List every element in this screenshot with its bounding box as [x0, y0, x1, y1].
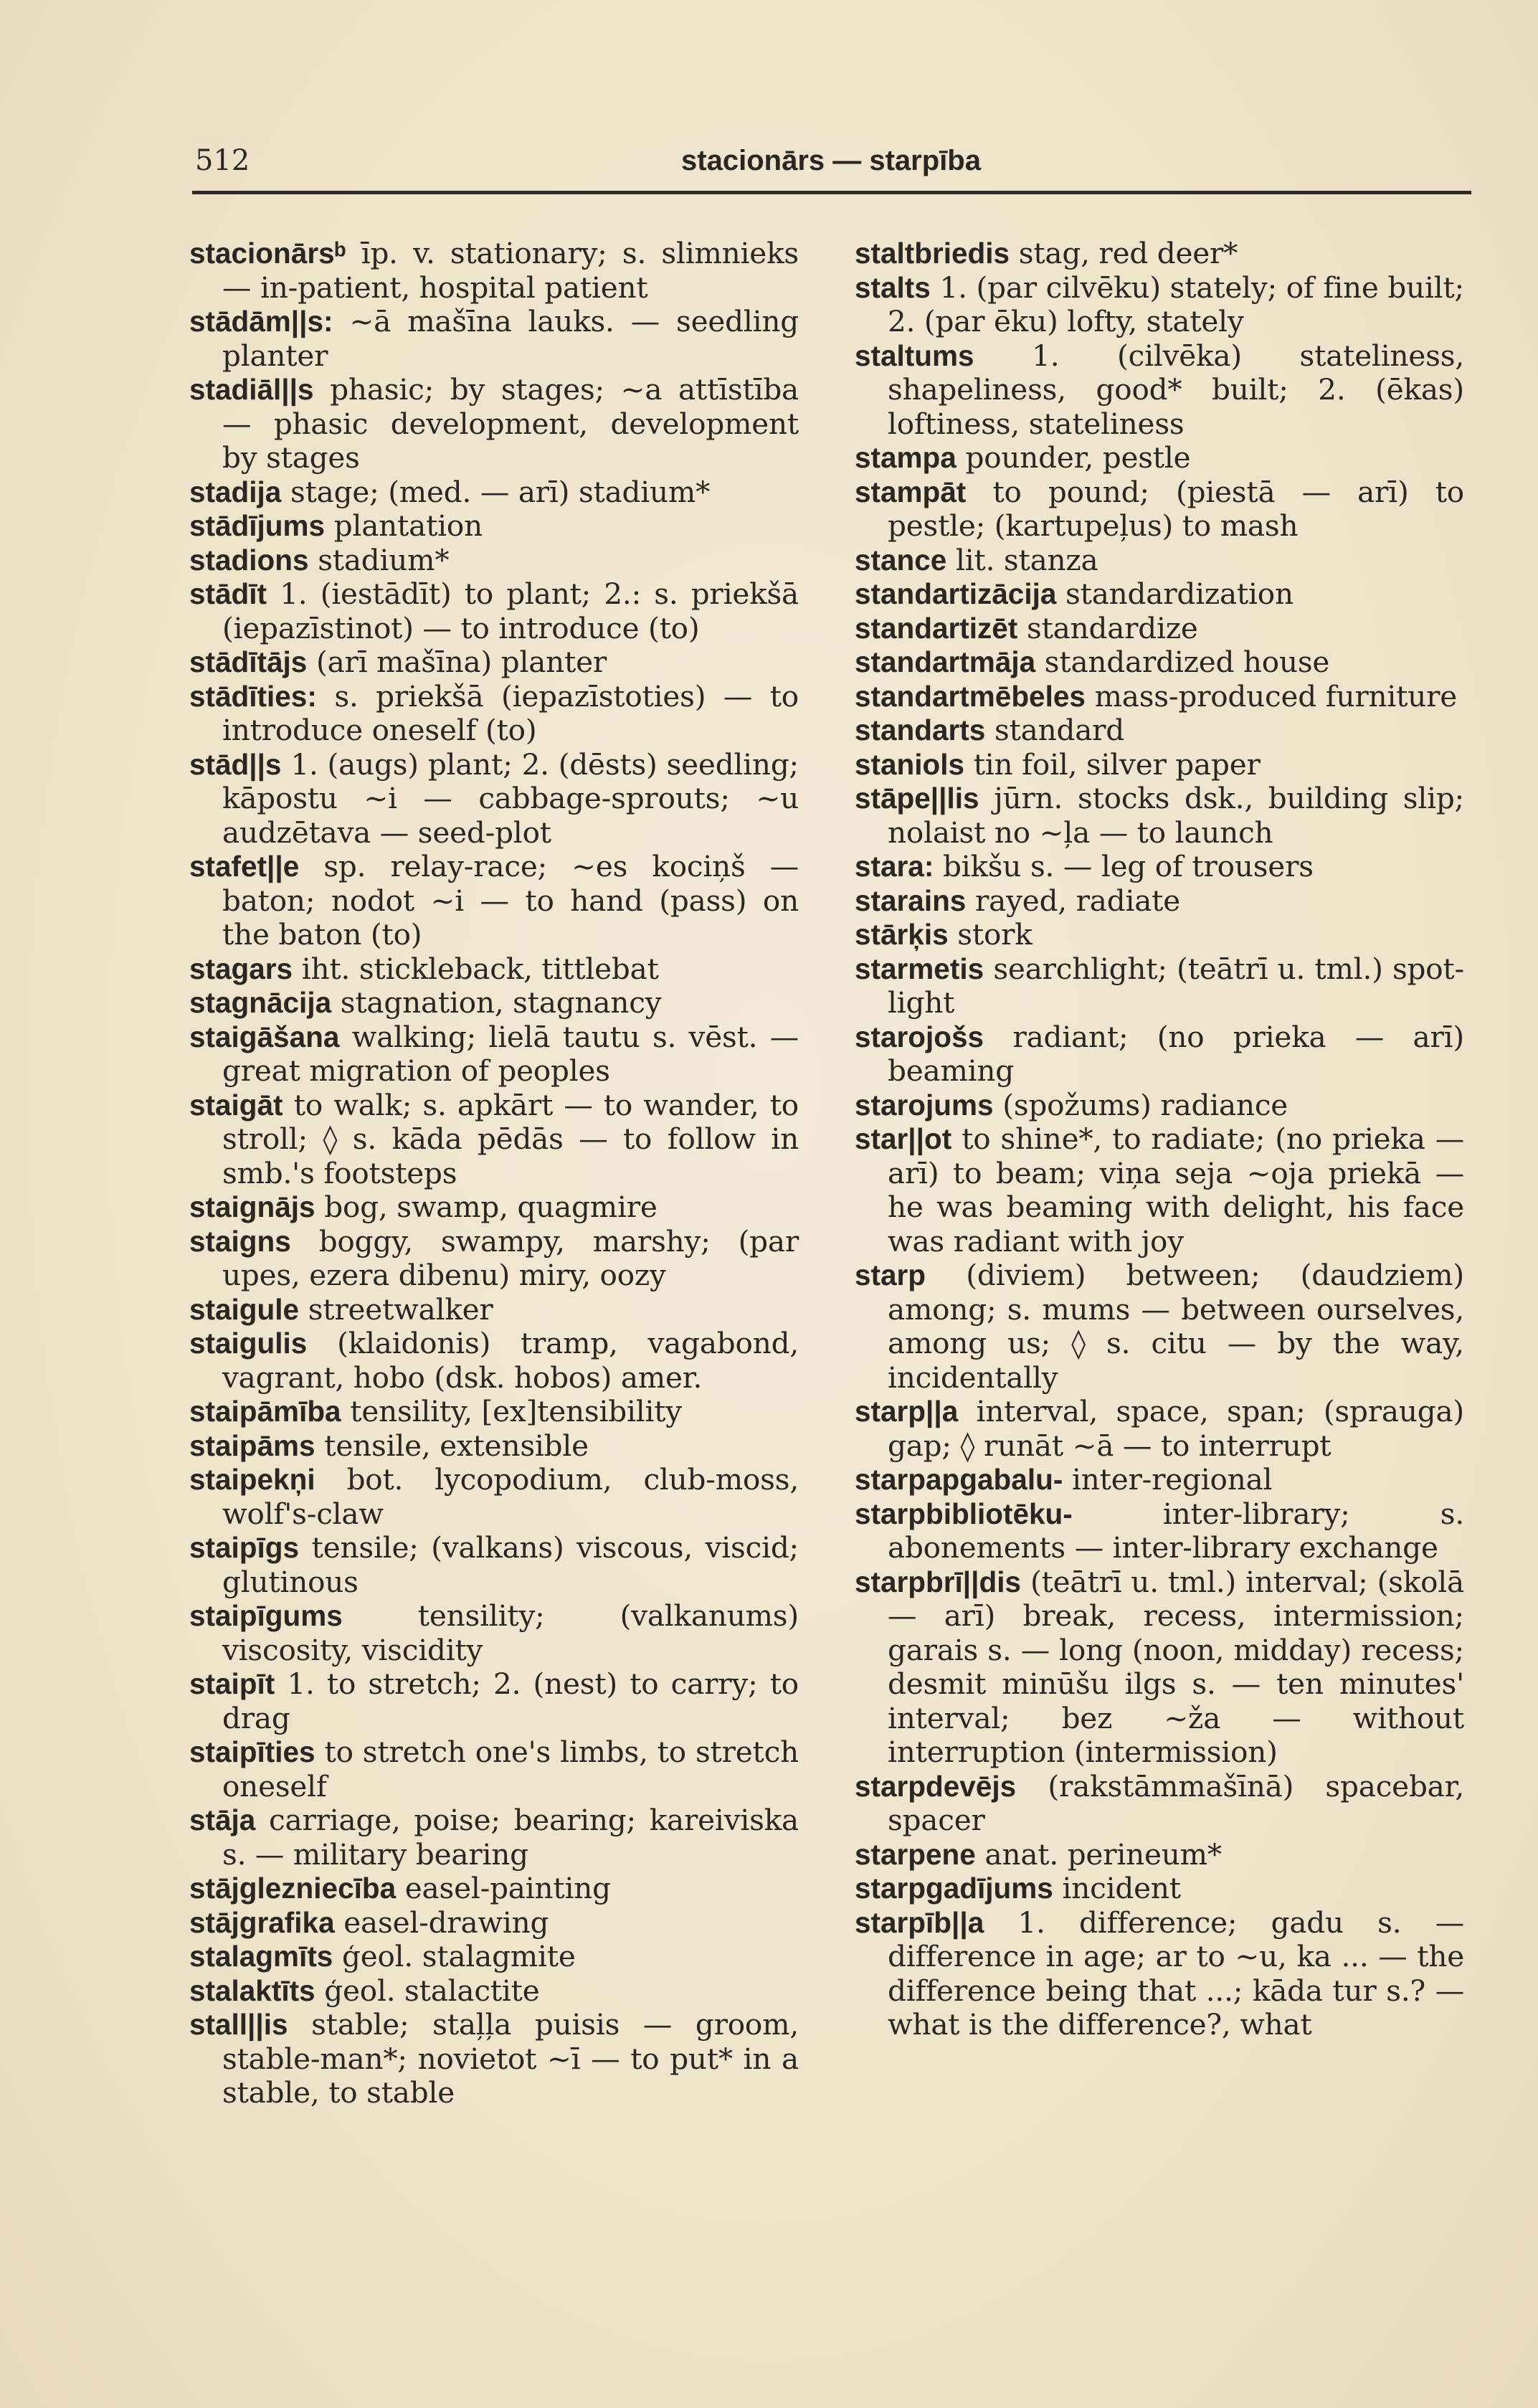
dictionary-entry: [189, 1020, 799, 1089]
definition: iht. stickleback, tittlebat: [293, 951, 659, 986]
definition: tensility; (valkanums) viscosity, viscidity: [222, 1598, 799, 1667]
dictionary-entry: [855, 271, 1464, 339]
page-number: 512: [195, 144, 250, 177]
definition: incident: [1053, 1871, 1181, 1905]
definition: tensile, extensible: [315, 1428, 589, 1463]
definition: (diviem) between; (daudziem) among; s. mums — between ourselves, among us; ◊ s. citu — by the way, incidentally: [888, 1258, 1464, 1395]
dictionary-entry: [855, 544, 1464, 578]
dictionary-entry: [189, 850, 799, 952]
definition: bikšu s. — leg of trousers: [934, 849, 1314, 883]
definition: stagnation, stagnancy: [331, 985, 662, 1020]
dictionary-entry: [855, 918, 1464, 952]
running-head: stacionārs — starpība: [681, 145, 981, 176]
dictionary-entry: [855, 645, 1464, 680]
dictionary-entry: [855, 1872, 1464, 1906]
headword: stārķis: [855, 918, 949, 951]
dictionary-entry: [189, 475, 799, 510]
dictionary-entry: [189, 237, 799, 305]
headword: stādījums: [189, 509, 326, 542]
definition: 1. (augs) plant; 2. (dēsts) seedling; kāpostu ~i — cabbage-sprouts; ~u audzētava — seed-plot: [222, 746, 799, 850]
dictionary-entry: [189, 1225, 799, 1293]
definition: radiant; (no prieka — arī) beaming: [888, 1019, 1464, 1088]
definition: s. priekšā (iepazīstoties) — to introduce oneself (to): [222, 678, 799, 747]
dictionary-entry: [189, 1599, 799, 1667]
definition: interval, space, span; (sprauga) gap; ◊ runāt ~ā — to interrupt: [888, 1394, 1464, 1463]
headword: staipāms: [189, 1428, 315, 1462]
definition: īp. v. stationary; s. slimnieks — in-patient, hospital patient: [222, 236, 799, 305]
headword: starpīb||a: [855, 1905, 984, 1939]
definition: to walk; s. apkārt — to wander, to stroll; ◊ s. kāda pēdās — to follow in smb.'s footsteps: [222, 1087, 799, 1190]
definition: standardized house: [1035, 645, 1330, 679]
dictionary-entry: [855, 1258, 1464, 1395]
definition: standard: [985, 713, 1125, 747]
headword: stād||s: [189, 747, 282, 781]
definition: easel-painting: [396, 1871, 611, 1905]
definition: (klaidonis) tramp, vagabond, vagrant, hobo (dsk. hobos) amer.: [222, 1326, 799, 1395]
definition: 1. (par cilvēku) stately; of fine built; 2. (par ēku) lofty, stately: [888, 270, 1464, 338]
dictionary-entry: [189, 645, 799, 680]
definition: sp. relay-race; ~es kociņš — baton; nodot ~i — to hand (pass) on the baton (to): [222, 849, 799, 952]
dictionary-entry: [855, 1770, 1464, 1838]
headword: standartizēt: [855, 611, 1018, 645]
headword: stādām||s:: [189, 305, 333, 338]
headword: stadions: [189, 543, 309, 577]
dictionary-entry: [855, 1838, 1464, 1872]
headword: stāja: [189, 1803, 256, 1836]
definition: inter-library; s. abonements — inter-library exchange: [888, 1496, 1464, 1565]
headword: starpdevējs: [855, 1769, 1017, 1803]
headword: stāpe||lis: [855, 782, 979, 815]
definition: rayed, radiate: [966, 883, 1181, 918]
dictionary-entry: [855, 748, 1464, 782]
definition: plantation: [325, 508, 483, 543]
dictionary-entry: [855, 612, 1464, 646]
headword: staignājs: [189, 1190, 315, 1223]
headword: stalaktīts: [189, 1973, 315, 2007]
dictionary-entry: [189, 544, 799, 578]
headword: stādīties:: [189, 679, 317, 713]
dictionary-entry: [189, 1872, 799, 1906]
definition: ģeol. stalagmite: [333, 1939, 576, 1973]
dictionary-entry: [189, 952, 799, 987]
definition: stag, red deer*: [1010, 236, 1238, 270]
definition: (spožums) radiance: [993, 1087, 1288, 1122]
definition: lit. stanza: [946, 542, 1098, 577]
definition: mass-produced furniture: [1085, 678, 1458, 714]
headword: starpbrī||dis: [855, 1565, 1021, 1598]
definition: stage; (med. — arī) stadium*: [281, 474, 711, 509]
headword: starpene: [855, 1837, 976, 1871]
dictionary-entry: [189, 748, 799, 850]
headword: staipīt: [189, 1667, 275, 1700]
dictionary-entry: [855, 339, 1464, 442]
definition: 1. to stretch; 2. (nest) to carry; to drag: [222, 1667, 799, 1735]
headword: star||ot: [855, 1122, 952, 1155]
headword: starpapgabalu-: [855, 1463, 1063, 1496]
dictionary-entry: [855, 1395, 1464, 1463]
dictionary-entry: [189, 1089, 799, 1191]
headword: stagars: [189, 952, 293, 985]
definition: streetwalker: [299, 1291, 493, 1327]
definition: walking; lielā tautu s. vēst. — great migration of peoples: [222, 1019, 799, 1088]
headword: stājgrafika: [189, 1905, 335, 1939]
definition: (arī mašīna) planter: [307, 645, 607, 679]
dictionary-entry: [189, 1974, 799, 2009]
headword: staigns: [189, 1224, 291, 1258]
headword: staipekņi: [189, 1463, 315, 1496]
definition: tensility, [ex]tensibility: [341, 1394, 682, 1428]
definition: easel-drawing: [334, 1905, 549, 1940]
definition: (rakstāmmašīnā) spacebar, spacer: [888, 1768, 1464, 1837]
headword: stacionārsᵇ: [189, 237, 346, 270]
dictionary-entry: [855, 475, 1464, 544]
dictionary-entry: [189, 305, 799, 373]
headword: stalts: [855, 270, 931, 304]
headword: staigāšana: [189, 1020, 340, 1053]
dictionary-entry: [189, 1803, 799, 1872]
headword: starpgadījums: [855, 1872, 1053, 1905]
headword: stagnācija: [189, 986, 332, 1019]
definition: standardize: [1017, 610, 1198, 645]
headword: starains: [855, 883, 967, 917]
definition: 1. (iestādīt) to plant; 2.: s. priekšā (iepazīstinot) — to introduce (to): [222, 577, 799, 645]
definition: to shine*, to radiate; (no prieka — arī) to beam; viņa seja ~oja priekā — he was beaming with delight, his face was radiant with joy: [888, 1122, 1464, 1258]
headword: stalagmīts: [189, 1940, 333, 1973]
headword: staipīgs: [189, 1531, 300, 1564]
dictionary-entry: [855, 680, 1464, 714]
headword: stafet||e: [189, 850, 300, 883]
definition: ģeol. stalactite: [315, 1973, 540, 2008]
definition: tin foil, silver paper: [964, 746, 1261, 782]
headword: starp||a: [855, 1395, 959, 1428]
definition: pounder, pestle: [956, 440, 1191, 475]
headword: staipīties: [189, 1735, 315, 1768]
dictionary-entry: [855, 782, 1464, 850]
dictionary-entry: [855, 441, 1464, 475]
headword: staigulis: [189, 1327, 308, 1360]
headword: standartizācija: [855, 577, 1057, 610]
definition: inter-regional: [1063, 1462, 1273, 1497]
dictionary-entry: [189, 1940, 799, 1974]
headword: staltbriedis: [855, 237, 1010, 270]
dictionary-entry: [189, 1463, 799, 1531]
dictionary-entry: [189, 986, 799, 1020]
dictionary-entry: [189, 1429, 799, 1464]
dictionary-entry: [855, 577, 1464, 612]
dictionary-entry: [855, 1020, 1464, 1089]
headword: starp: [855, 1258, 926, 1291]
headword: stājglezniecība: [189, 1872, 397, 1905]
headword: staipīgums: [189, 1599, 343, 1632]
definition: tensile; (valkans) viscous, viscid; glutinous: [222, 1530, 799, 1599]
dictionary-entry: [189, 373, 799, 475]
definition: stable; staļļa puisis — groom, stable-man*; novietot ~ī — to put* in a stable, to stable: [222, 2007, 799, 2110]
headword: stadija: [189, 475, 282, 508]
dictionary-entry: [855, 884, 1464, 919]
dictionary-entry: [189, 577, 799, 645]
dictionary-entry: [189, 1667, 799, 1735]
definition: to stretch one's limbs, to stretch oneself: [222, 1735, 799, 1803]
headword: starmetis: [855, 952, 984, 985]
headword: starpbibliotēku-: [855, 1497, 1073, 1530]
dictionary-entry: [855, 1122, 1464, 1258]
headword: staniols: [855, 747, 965, 781]
definition: boggy, swampy, marshy; (par upes, ezera dibenu) miry, oozy: [222, 1223, 799, 1292]
definition: 1. (cilvēka) stateliness, shapeliness, good* built; 2. (ēkas) loftiness, stateliness: [888, 338, 1464, 441]
dictionary-entry: [189, 2008, 799, 2110]
headword: stampa: [855, 441, 956, 474]
headword: stance: [855, 543, 947, 577]
definition: searchlight; (teātrī u. tml.) spot-light: [888, 951, 1464, 1020]
headword: stall||is: [189, 2008, 288, 2041]
header-rule: [192, 191, 1471, 194]
definition: stadium*: [308, 542, 450, 577]
dictionary-entry: [855, 952, 1464, 1020]
dictionary-entry: [189, 1190, 799, 1225]
headword: stampāt: [855, 475, 967, 508]
definition: stork: [948, 917, 1033, 952]
dictionary-entry: [855, 237, 1464, 271]
dictionary-entry: [189, 1395, 799, 1429]
dictionary-entry: [855, 1565, 1464, 1770]
right-column: [855, 237, 1464, 2042]
headword: stādītājs: [189, 645, 308, 678]
definition: 1. difference; gadu s. — difference in age; ar to ~u, ka ... — the difference being that ...; kāda tur s.? — what is the difference?, what: [888, 1905, 1464, 2042]
headword: staigule: [189, 1292, 300, 1326]
definition: jūrn. stocks dsk., building slip; nolaist no ~ļa — to launch: [888, 781, 1464, 850]
definition: carriage, poise; bearing; kareiviska s. — military bearing: [222, 1803, 799, 1872]
headword: stara:: [855, 850, 934, 883]
dictionary-entry: [189, 1293, 799, 1327]
dictionary-entry: [855, 714, 1464, 748]
definition: ~ā mašīna lauks. — seedling planter: [222, 304, 799, 373]
definition: to pound; (piestā — arī) to pestle; (kartupeļus) to mash: [888, 474, 1464, 543]
dictionary-entry: [189, 1906, 799, 1940]
dictionary-entry: [189, 1735, 799, 1803]
headword: staltums: [855, 338, 974, 372]
dictionary-entry: [189, 680, 799, 748]
headword: stādīt: [189, 577, 267, 610]
headword: starojošs: [855, 1020, 984, 1053]
definition: (teātrī u. tml.) interval; (skolā — arī) break, recess, intermission; garais s. — long (noon, midday) recess; desmit minūšu ilgs s. — ten minutes' interval; bez ~ža — without interruption (intermission): [888, 1564, 1464, 1769]
headword: staigāt: [189, 1088, 283, 1122]
page-header: [192, 141, 1470, 188]
dictionary-entry: [189, 509, 799, 544]
headword: standartmāja: [855, 645, 1036, 678]
headword: standartmēbeles: [855, 679, 1086, 713]
definition: anat. perineum*: [975, 1836, 1222, 1872]
left-column: [189, 237, 799, 2110]
dictionary-entry: [189, 1531, 799, 1599]
dictionary-entry: [855, 1089, 1464, 1123]
headword: stadiāl||s: [189, 373, 314, 406]
definition: bot. lycopodium, club-moss, wolf's-claw: [222, 1462, 799, 1531]
dictionary-entry: [189, 1327, 799, 1395]
definition: standardization: [1056, 577, 1293, 611]
definition: bog, swamp, quagmire: [315, 1190, 658, 1224]
dictionary-entry: [855, 1906, 1464, 2042]
dictionary-entry: [855, 1463, 1464, 1497]
headword: standarts: [855, 714, 986, 746]
dictionary-entry: [855, 850, 1464, 884]
definition: phasic; by stages; ~a attīstība — phasic development, development by stages: [222, 372, 799, 475]
headword: starojums: [855, 1088, 994, 1122]
headword: staipāmība: [189, 1395, 341, 1428]
dictionary-entry: [855, 1497, 1464, 1565]
